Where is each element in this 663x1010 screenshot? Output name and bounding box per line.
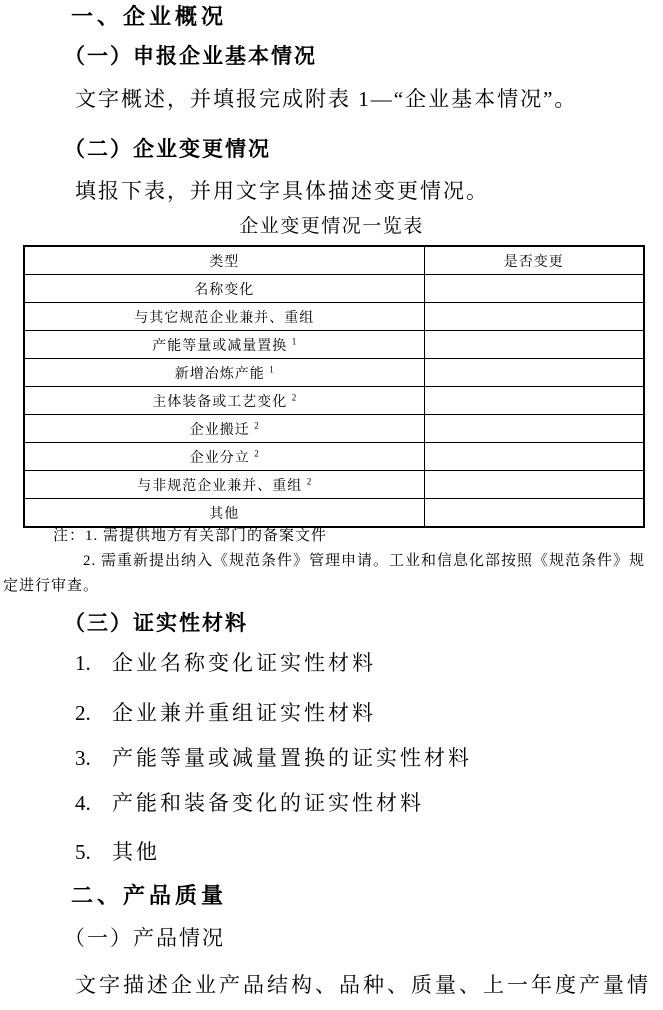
row-label: 企业搬迁 <box>189 422 250 438</box>
list-item <box>75 839 160 865</box>
table-header-changed: 是否变更 <box>424 246 644 275</box>
list-item <box>75 790 424 816</box>
row-footnote-ref: 2 <box>306 475 312 486</box>
table-row <box>24 303 644 331</box>
table-cell-type <box>24 275 424 303</box>
row-footnote-ref: 2 <box>291 391 297 402</box>
table-header-type: 类型 <box>24 246 424 275</box>
table-row <box>24 275 644 303</box>
row-label: 与非规范企业兼并、重组 <box>137 478 303 494</box>
list-item-text: 企业名称变化证实性材料 <box>112 651 376 675</box>
table-row <box>24 359 644 387</box>
footnote-1: 注：1. 需提供地方有关部门的备案文件 <box>53 528 328 544</box>
subsection-heading-product-info: （一）产品情况 <box>64 926 225 950</box>
section-heading-product-quality: 二、产品质量 <box>71 883 228 908</box>
table-row <box>24 471 644 499</box>
table-row <box>24 443 644 471</box>
paragraph-basic-info: 文字概述，并填报完成附表 1—“企业基本情况”。 <box>75 87 578 111</box>
table-cell-change-value[interactable] <box>424 471 644 499</box>
list-item <box>75 745 472 771</box>
list-item-number: 4. <box>75 791 91 815</box>
list-item-number: 3. <box>75 746 91 770</box>
section-heading-enterprise-overview: 一、企业概况 <box>71 4 228 29</box>
table-cell-change-value[interactable] <box>424 499 644 528</box>
table-cell-change-value[interactable] <box>424 331 644 359</box>
table-cell-change-value[interactable] <box>424 387 644 415</box>
row-label: 主体装备或工艺变化 <box>152 394 288 410</box>
table-cell-change-value[interactable] <box>424 359 644 387</box>
subsection-heading-change-info: （二）企业变更情况 <box>64 137 271 161</box>
footnote-2-line1: 2. 需重新提出纳入《规范条件》管理申请。工业和信息化部按照《规范条件》规 <box>83 553 646 569</box>
row-label: 新增冶炼产能 <box>174 366 265 382</box>
list-item-text: 产能和装备变化的证实性材料 <box>112 791 424 815</box>
list-item-text: 企业兼并重组证实性材料 <box>112 701 376 725</box>
row-label: 企业分立 <box>189 450 250 466</box>
table-cell-type <box>24 331 424 359</box>
table-cell-type <box>24 303 424 331</box>
row-label: 产能等量或减量置换 <box>152 338 288 354</box>
row-footnote-ref: 1 <box>269 363 274 374</box>
table-cell-type <box>24 415 424 443</box>
row-footnote-ref: 2 <box>254 419 259 430</box>
table-cell-type <box>24 359 424 387</box>
table-row <box>24 387 644 415</box>
change-status-table <box>23 245 645 528</box>
table-cell-type <box>24 387 424 415</box>
list-item-text: 其他 <box>112 840 160 864</box>
table-cell-type <box>24 499 424 528</box>
table-caption: 企业变更情况一览表 <box>239 216 424 237</box>
table-row <box>24 415 644 443</box>
table-header-row <box>24 246 644 275</box>
list-item <box>75 700 376 726</box>
list-item-number: 2. <box>75 701 91 725</box>
row-footnote-ref: 2 <box>254 447 259 458</box>
paragraph-change-info: 填报下表，并用文字具体描述变更情况。 <box>75 179 489 203</box>
table-cell-change-value[interactable] <box>424 443 644 471</box>
table-cell-change-value[interactable] <box>424 303 644 331</box>
list-item-number: 1. <box>75 651 91 675</box>
row-label: 与其它规范企业兼并、重组 <box>134 310 315 326</box>
footnote-2-line2: 定进行审查。 <box>3 578 100 594</box>
table-cell-change-value[interactable] <box>424 275 644 303</box>
row-label: 其他 <box>209 506 240 522</box>
list-item <box>75 650 376 676</box>
table-row <box>24 331 644 359</box>
table-cell-change-value[interactable] <box>424 415 644 443</box>
list-item-text: 产能等量或减量置换的证实性材料 <box>112 746 472 770</box>
table-cell-type <box>24 471 424 499</box>
list-item-number: 5. <box>75 840 91 864</box>
table-cell-type <box>24 443 424 471</box>
row-label: 名称变化 <box>194 282 255 298</box>
table-row <box>24 499 644 528</box>
subsection-heading-supporting-materials: （三）证实性材料 <box>64 611 248 635</box>
subsection-heading-basic-info: （一）申报企业基本情况 <box>64 44 317 68</box>
paragraph-product-info: 文字描述企业产品结构、品种、质量、上一年度产量情 <box>75 973 651 997</box>
row-footnote-ref: 1 <box>291 335 297 346</box>
